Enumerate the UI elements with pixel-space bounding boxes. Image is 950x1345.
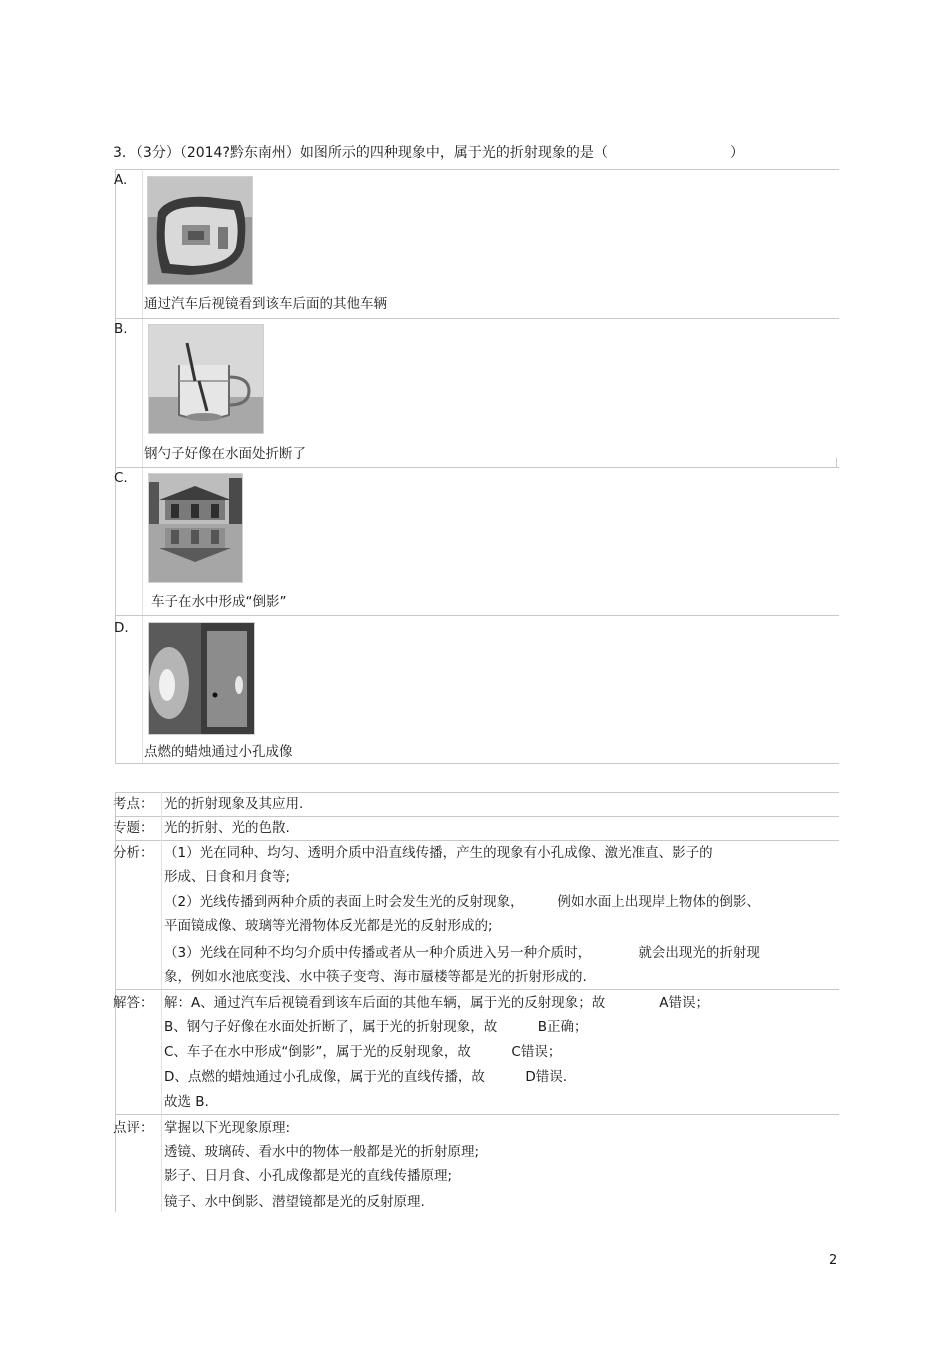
zhuanti-text: 光的折射、光的色散. — [164, 820, 290, 836]
question-close-paren: ） — [730, 145, 744, 161]
option-b-caption: 钢勺子好像在水面处折断了 — [144, 446, 306, 462]
jieda-line: 故选 B. — [164, 1094, 209, 1110]
dianping-line: 透镜、玻璃砖、看水中的物体一般都是光的折射原理; — [164, 1144, 480, 1160]
spoon-in-glass-photo — [148, 324, 264, 434]
table-border — [115, 792, 839, 793]
fenxi-label: 分析： — [113, 845, 154, 861]
table-border — [115, 318, 839, 319]
question-text: 3．（3分）（2014?黔东南州）如图所示的四种现象中，属于光的折射现象的是（ — [113, 145, 608, 161]
fenxi-line: 形成、日食和月食等; — [164, 869, 291, 885]
fenxi-line: 平面镜成像、玻璃等光滑物体反光都是光的反射形成的; — [164, 918, 493, 934]
jieda-label: 解答： — [113, 995, 154, 1011]
option-c-caption: 车子在水中形成“倒影” — [151, 594, 287, 610]
option-d-caption: 点燃的蜡烛通过小孔成像 — [144, 744, 293, 760]
fenxi-line: 象，例如水池底变浅、水中筷子变弯、海市蜃楼等都是光的折射形成的. — [164, 969, 587, 985]
table-border — [115, 169, 116, 763]
dianping-line: 镜子、水中倒影、潜望镜都是光的反射原理. — [164, 1194, 425, 1210]
fenxi-line: （1）光在同种、均匀、透明介质中沿直线传播，产生的现象有小孔成像、激光准直、影子的 — [164, 845, 713, 861]
dianping-line: 掌握以下光现象原理: — [164, 1120, 291, 1136]
table-border — [115, 989, 839, 990]
table-border — [836, 458, 837, 467]
table-border — [115, 840, 839, 841]
table-border — [115, 169, 839, 170]
kaodian-label: 考点： — [113, 796, 154, 812]
option-d-letter: D. — [114, 620, 129, 636]
jieda-line: B、钢勺子好像在水面处折断了，属于光的折射现象，故 B正确； — [164, 1019, 588, 1035]
fenxi-line: （3）光线在同种不均匀介质中传播或者从一种介质进入另一种介质时， 就会出现光的折射现 — [164, 945, 760, 961]
option-a-letter: A. — [114, 172, 128, 188]
table-border — [115, 467, 839, 468]
kaodian-text: 光的折射现象及其应用. — [164, 796, 304, 812]
option-c-letter: C. — [114, 470, 128, 486]
dianping-label: 点评： — [113, 1120, 154, 1136]
option-b-letter: B. — [114, 321, 128, 337]
dianping-line: 影子、日月食、小孔成像都是光的直线传播原理; — [164, 1168, 453, 1184]
jieda-line: D、点燃的蜡烛通过小孔成像，属于光的直线传播，故 D错误. — [164, 1069, 568, 1085]
option-a-caption: 通过汽车后视镜看到该车后面的其他车辆 — [144, 296, 387, 312]
page-number: 2 — [829, 1253, 838, 1268]
table-border — [142, 169, 143, 763]
pinhole-candle-photo — [148, 622, 255, 735]
jieda-line: 解：A、通过汽车后视镜看到该车后面的其他车辆，属于光的反射现象；故 A错误； — [164, 995, 709, 1011]
table-border — [115, 615, 839, 616]
table-border — [115, 1114, 839, 1115]
table-border — [161, 792, 162, 1212]
zhuanti-label: 专题： — [113, 820, 154, 836]
pavilion-reflection-photo — [148, 473, 243, 583]
table-border — [115, 763, 839, 764]
car-mirror-photo — [147, 176, 253, 285]
jieda-line: C、车子在水中形成“倒影”，属于光的反射现象，故 C错误； — [164, 1044, 562, 1060]
fenxi-line: （2）光线传播到两种介质的表面上时会发生光的反射现象， 例如水面上出现岸上物体的倒影、 — [164, 894, 760, 910]
table-border — [115, 816, 839, 817]
